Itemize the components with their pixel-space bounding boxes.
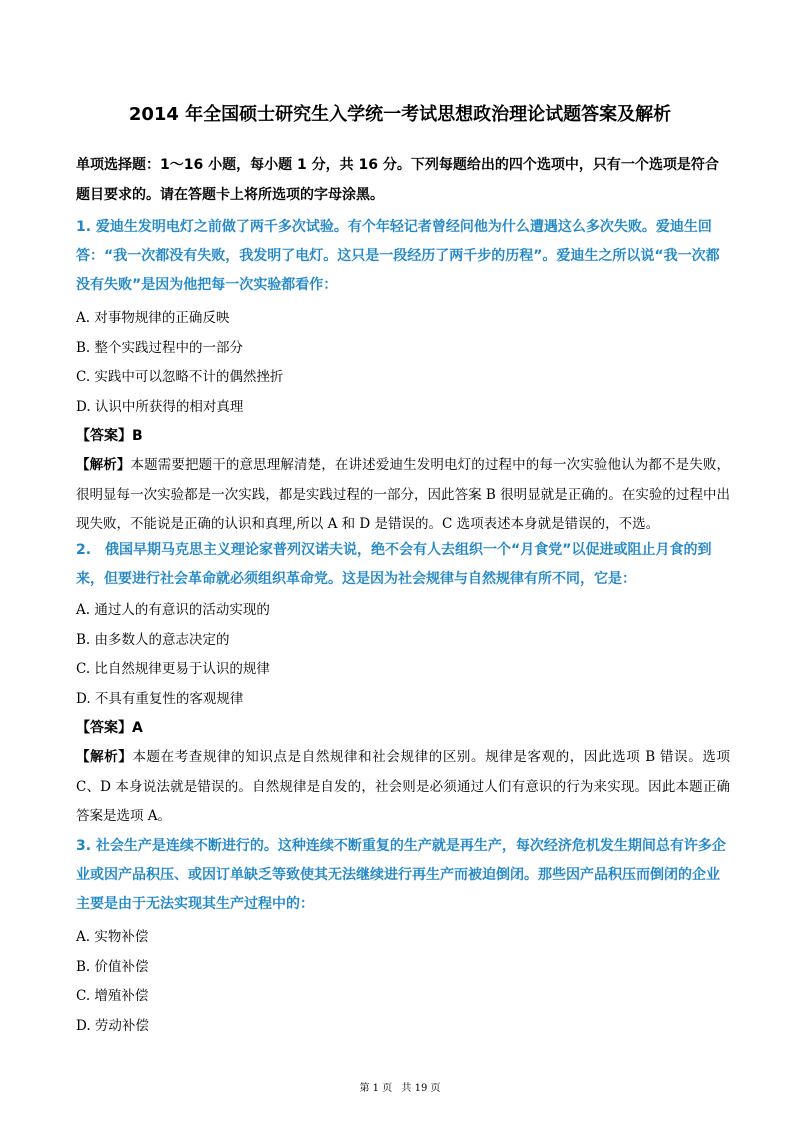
- document-title: 2014 年全国硕士研究生入学统一考试思想政治理论试题答案及解析: [128, 104, 672, 125]
- footer-page-number: 第 1 页: [359, 1083, 393, 1094]
- question-3-stem: 3. 社会生产是连续不断进行的。这种连续不断重复的生产就是再生产，每次经济危机发生期间总有许多企业或因产品积压、或因订单缺乏等致使其无法继续进行再生产而被迫倒闭。那些因产品积压而倒闭的企业主要是由于无法实现其生产过程中的：: [76, 838, 726, 912]
- question-2-analysis: [76, 743, 730, 832]
- question-1: [76, 213, 730, 540]
- question-2-option-b: B. 由多数人的意志决定的: [76, 631, 230, 648]
- question-2-analysis-text: 本题在考查规律的知识点是自然规律和社会规律的区别。规律是客观的，因此选项 B 错误。选项 C、D 本身说法就是错误的。自然规律是自发的，社会则是必须通过人们有意识的行为来实现。因此本题正确答案是选项 A。: [76, 749, 730, 824]
- question-2-stem: 2. 俄国早期马克思主义理论家普列汉诺夫说，绝不会有人去组织一个“月食党”以促进或阻止月食的到来，但要进行社会革命就必须组织革命党。这是因为社会规律与自然规律有所不同，它是：: [76, 542, 712, 587]
- question-1-option-b: B. 整个实践过程中的一部分: [76, 339, 244, 356]
- question-2-option-d: D. 不具有重复性的客观规律: [76, 690, 244, 707]
- question-3-option-d: D. 劳动补偿: [76, 1017, 149, 1034]
- question-1-option-a: A. 对事物规律的正确反映: [76, 310, 230, 326]
- question-2: [76, 536, 730, 832]
- question-2-answer: 【答案】A: [76, 720, 143, 736]
- question-3-option-b: B. 价值补偿: [76, 958, 149, 975]
- question-2-option-a: A. 通过人的有意识的活动实现的: [76, 602, 270, 618]
- question-1-answer: 【答案】B: [76, 428, 143, 444]
- question-3-option-a: A. 实物补偿: [76, 929, 149, 945]
- question-1-option-d: D. 认识中所获得的相对真理: [76, 398, 244, 415]
- question-1-analysis-label: 【解析】: [76, 457, 131, 473]
- question-1-stem: 1. 爱迪生发明电灯之前做了两千多次试验。有个年轻记者曾经问他为什么遭遇这么多次失败。爱迪生回答：“我一次都没有失败，我发明了电灯。这只是一段经历了两千步的历程”。爱迪生之所以说“我一次都没有失败”是因为他把每一次实验都看作：: [76, 219, 720, 293]
- page-footer: [0, 1082, 800, 1096]
- footer-page-total: 共 19 页: [401, 1083, 441, 1094]
- question-3: [76, 832, 730, 1041]
- question-2-option-c: C. 比自然规律更易于认识的规律: [76, 661, 270, 677]
- question-1-analysis: [76, 451, 730, 540]
- question-1-analysis-text: 本题需要把题干的意思理解清楚，在讲述爱迪生发明电灯的过程中的每一次实验他认为都不是失败，很明显每一次实验都是一次实践，都是实践过程的一部分，因此答案 B 很明显就是正确的。在实验的过程中出现失败，不能说是正确的认识和真理,所以 A 和 D 是错误的。C 选项表述本身就是错误的，不选。: [76, 457, 731, 532]
- question-1-option-c: C. 实践中可以忽略不计的偶然挫折: [76, 369, 284, 385]
- instructions-text: 单项选择题：1～16 小题，每小题 1 分，共 16 分。下列每题给出的四个选项中，只有一个选项是符合题目要求的。请在答题卡上将所选项的字母涂黑。: [76, 157, 719, 203]
- question-3-option-c: C. 增殖补偿: [76, 988, 149, 1004]
- question-2-analysis-label: 【解析】: [76, 749, 133, 765]
- instructions-block: [76, 150, 730, 210]
